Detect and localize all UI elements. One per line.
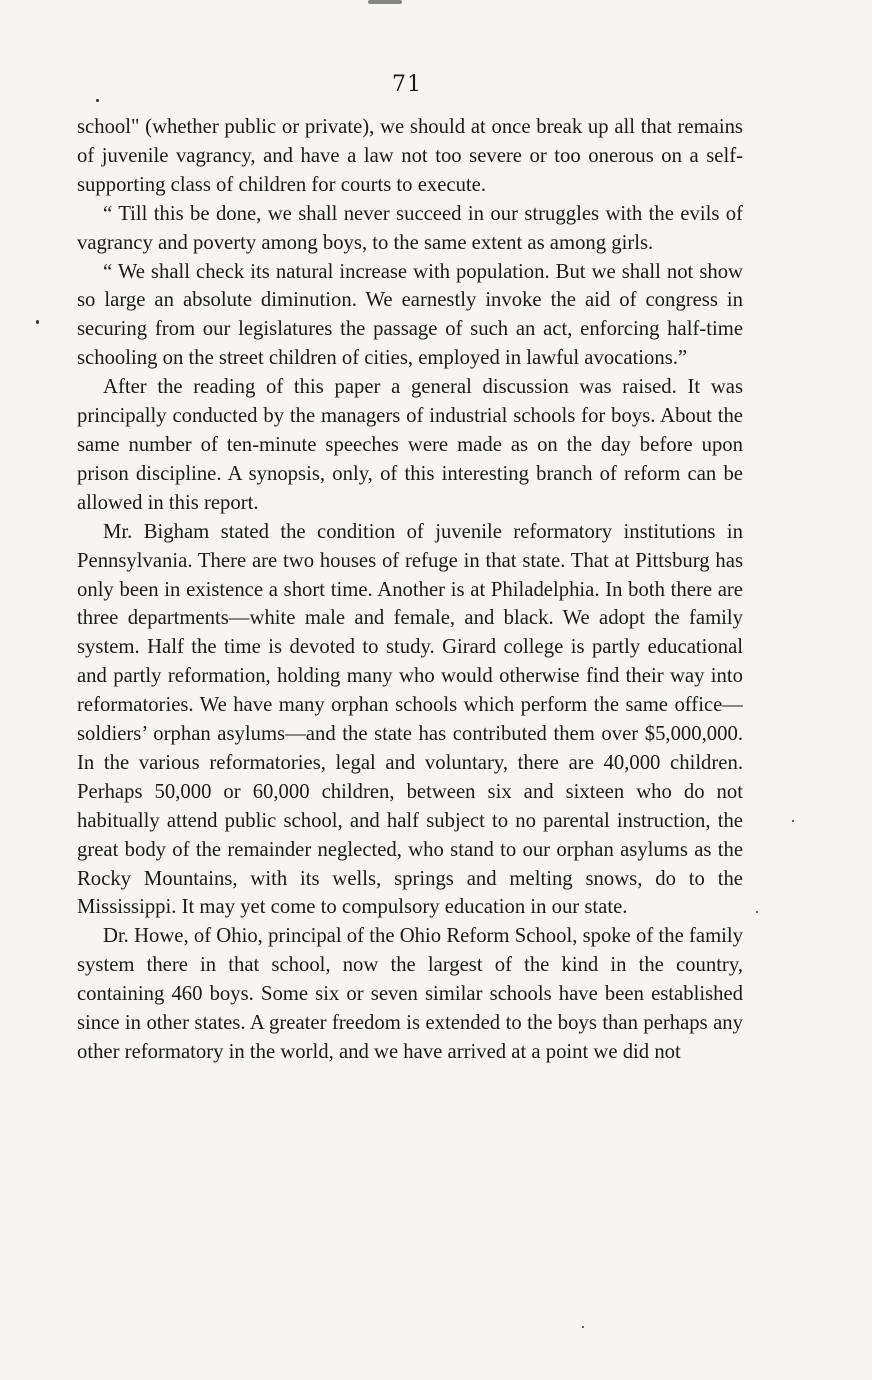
ink-speck [756,911,758,913]
paragraph: “ Till this be done, we shall never succeed in our struggles with the evils of vagrancy and poverty among boys, to the same extent as among girls. [77,202,743,254]
body-text [77,113,743,1067]
ink-speck [36,320,39,324]
paragraph: After the reading of this paper a general discussion was raised. It was principally conducted by the managers of industrial schools for boys. About the same number of ten-minute speeches were made as on the day before upon prison discipline. A synopsis, only, of this interesting branch of reform can be allowed in this report. [77,376,743,514]
paragraph: “ We shall check its natural increase with population. But we shall not show so large an absolute diminution. We earnestly invoke the aid of congress in securing from our legislatures the passage of such an act, enforcing half-time schooling on the street children of cities, employed in lawful avocations.” [77,260,743,370]
scan-artifact-mark [368,0,402,4]
paragraph: school" (whether public or private), we should at once break up all that remains of juvenile vagrancy, and have a law not too severe or too onerous on a self-supporting class of children for courts to execute. [77,116,743,196]
ink-speck [582,1326,584,1328]
paragraph: Mr. Bigham stated the condition of juvenile reformatory institutions in Pennsylvania. There are two houses of refuge in that state. That at Pittsburg has only been in existence a short time. Another is at Philadelphia. In both there are three departments—white male and female, and black. We adopt the family system. Half the time is devoted to study. Girard college is partly educational and partly reformation, holding many who would otherwise find their way into reformatories. We have many orphan schools which perform the same office—soldiers’ orphan asylums—and the state has contributed them over $5,000,000. In the various reformatories, legal and voluntary, there are 40,000 children. Perhaps 50,000 or 60,000 children, between six and sixteen who do not habitually attend public school, and half subject to no parental instruction, the great body of the remainder neglected, who stand to our orphan asylums as the Rocky Mountains, with its wells, springs and melting snows, do to the Mississippi. It may yet come to compulsory education in our state. [77,520,743,919]
page-number: 71 [392,72,422,97]
ink-speck [792,820,794,822]
ink-speck [96,99,99,102]
paragraph: Dr. Howe, of Ohio, principal of the Ohio Reform School, spoke of the family system there in that school, now the largest of the kind in the country, containing 460 boys. Some six or seven similar schools have been established since in other states. A greater freedom is extended to the boys than perhaps any other reformatory in the world, and we have arrived at a point we did not [77,925,743,1063]
